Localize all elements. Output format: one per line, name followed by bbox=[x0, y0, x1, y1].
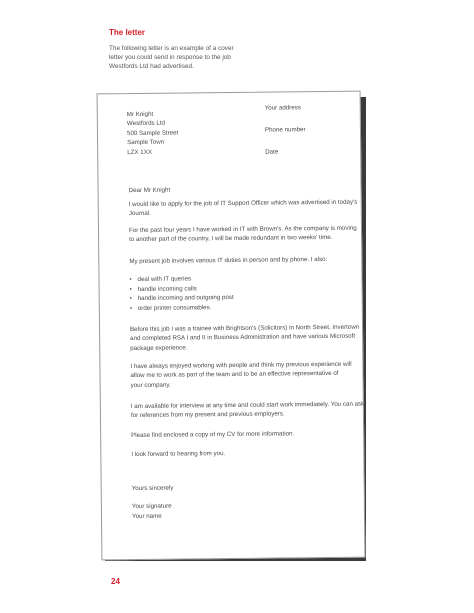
paragraph-line: for references from my present and previous employers. bbox=[130, 410, 285, 420]
intro-line: The following letter is an example of a cover bbox=[109, 45, 234, 52]
paragraph-line: I look forward to hearing from you. bbox=[131, 450, 226, 459]
paragraph-line: and completed RSA I and II in Business Administration and have various Microsoft bbox=[130, 333, 356, 343]
page-number: 24 bbox=[111, 577, 120, 586]
sender-phone: Phone number bbox=[264, 126, 306, 134]
section-heading: The letter bbox=[109, 28, 146, 37]
paragraph-line: allow me to work as part of the team and to be an effective representative of bbox=[130, 370, 339, 380]
paragraph-line: Journal. bbox=[128, 210, 151, 218]
letter-date: Date bbox=[265, 148, 279, 156]
duties-list bbox=[129, 274, 233, 313]
paragraph-line: Before this job I was a trainee with Brightson's (Solicitors) in North Street, Invertown bbox=[130, 323, 360, 334]
recipient-line: Mr Knight bbox=[126, 110, 154, 119]
closing: Yours sincerely bbox=[131, 484, 174, 493]
paragraph-8 bbox=[131, 448, 356, 460]
paragraph-3 bbox=[129, 255, 354, 267]
sender-address: Your address bbox=[264, 104, 301, 112]
recipient-address bbox=[127, 110, 179, 158]
list-item: • handle incoming and outgoing post bbox=[130, 293, 234, 304]
recipient-line: LZX 1XX bbox=[127, 148, 152, 156]
paragraph-5 bbox=[130, 360, 355, 391]
intro-line: letter you could send in response to the job bbox=[109, 54, 231, 61]
paragraph-line: I have always enjoyed working with people and think my previous experience will bbox=[130, 360, 352, 371]
list-item: • handle incoming calls bbox=[130, 284, 234, 295]
sample-letter bbox=[97, 91, 366, 561]
paragraph-line: Please find enclosed a copy of my CV for more information. bbox=[131, 430, 295, 440]
list-item: • deal with IT queries bbox=[129, 274, 233, 285]
paragraph-line: to another part of the country, I will be made redundant in two weeks' time. bbox=[129, 234, 333, 244]
paragraph-2 bbox=[128, 224, 357, 245]
recipient-line: Westfords Ltd bbox=[126, 120, 165, 128]
intro-line: Westfords Ltd had advertised. bbox=[109, 63, 194, 70]
paragraph-line: I would like to apply for the job of IT Support Officer which was advertised in today's bbox=[128, 198, 358, 209]
paragraph-line: package experience. bbox=[130, 344, 188, 352]
paragraph-line: For the past four years I have worked in IT with Brown's. As the company is moving bbox=[128, 224, 357, 235]
paragraph-6 bbox=[130, 400, 365, 421]
salutation: Dear Mr Knight bbox=[128, 186, 171, 195]
intro-text bbox=[109, 44, 259, 71]
recipient-line: 500 Sample Street bbox=[126, 129, 179, 137]
paragraph-1 bbox=[128, 198, 358, 219]
paragraph-4 bbox=[130, 323, 360, 354]
recipient-line: Sample Town bbox=[127, 138, 165, 147]
paragraph-line: I am available for interview at any time and could start work immediately. You can ask bbox=[130, 400, 365, 411]
sender-name: Your name bbox=[131, 512, 162, 521]
signature: Your signature bbox=[131, 502, 172, 511]
paragraph-line: My present job involves various IT duties in person and by phone. I also: bbox=[129, 255, 328, 266]
paragraph-line: your company. bbox=[130, 381, 171, 389]
paragraph-7 bbox=[131, 429, 356, 441]
list-item: • order printer consumables. bbox=[130, 303, 234, 314]
